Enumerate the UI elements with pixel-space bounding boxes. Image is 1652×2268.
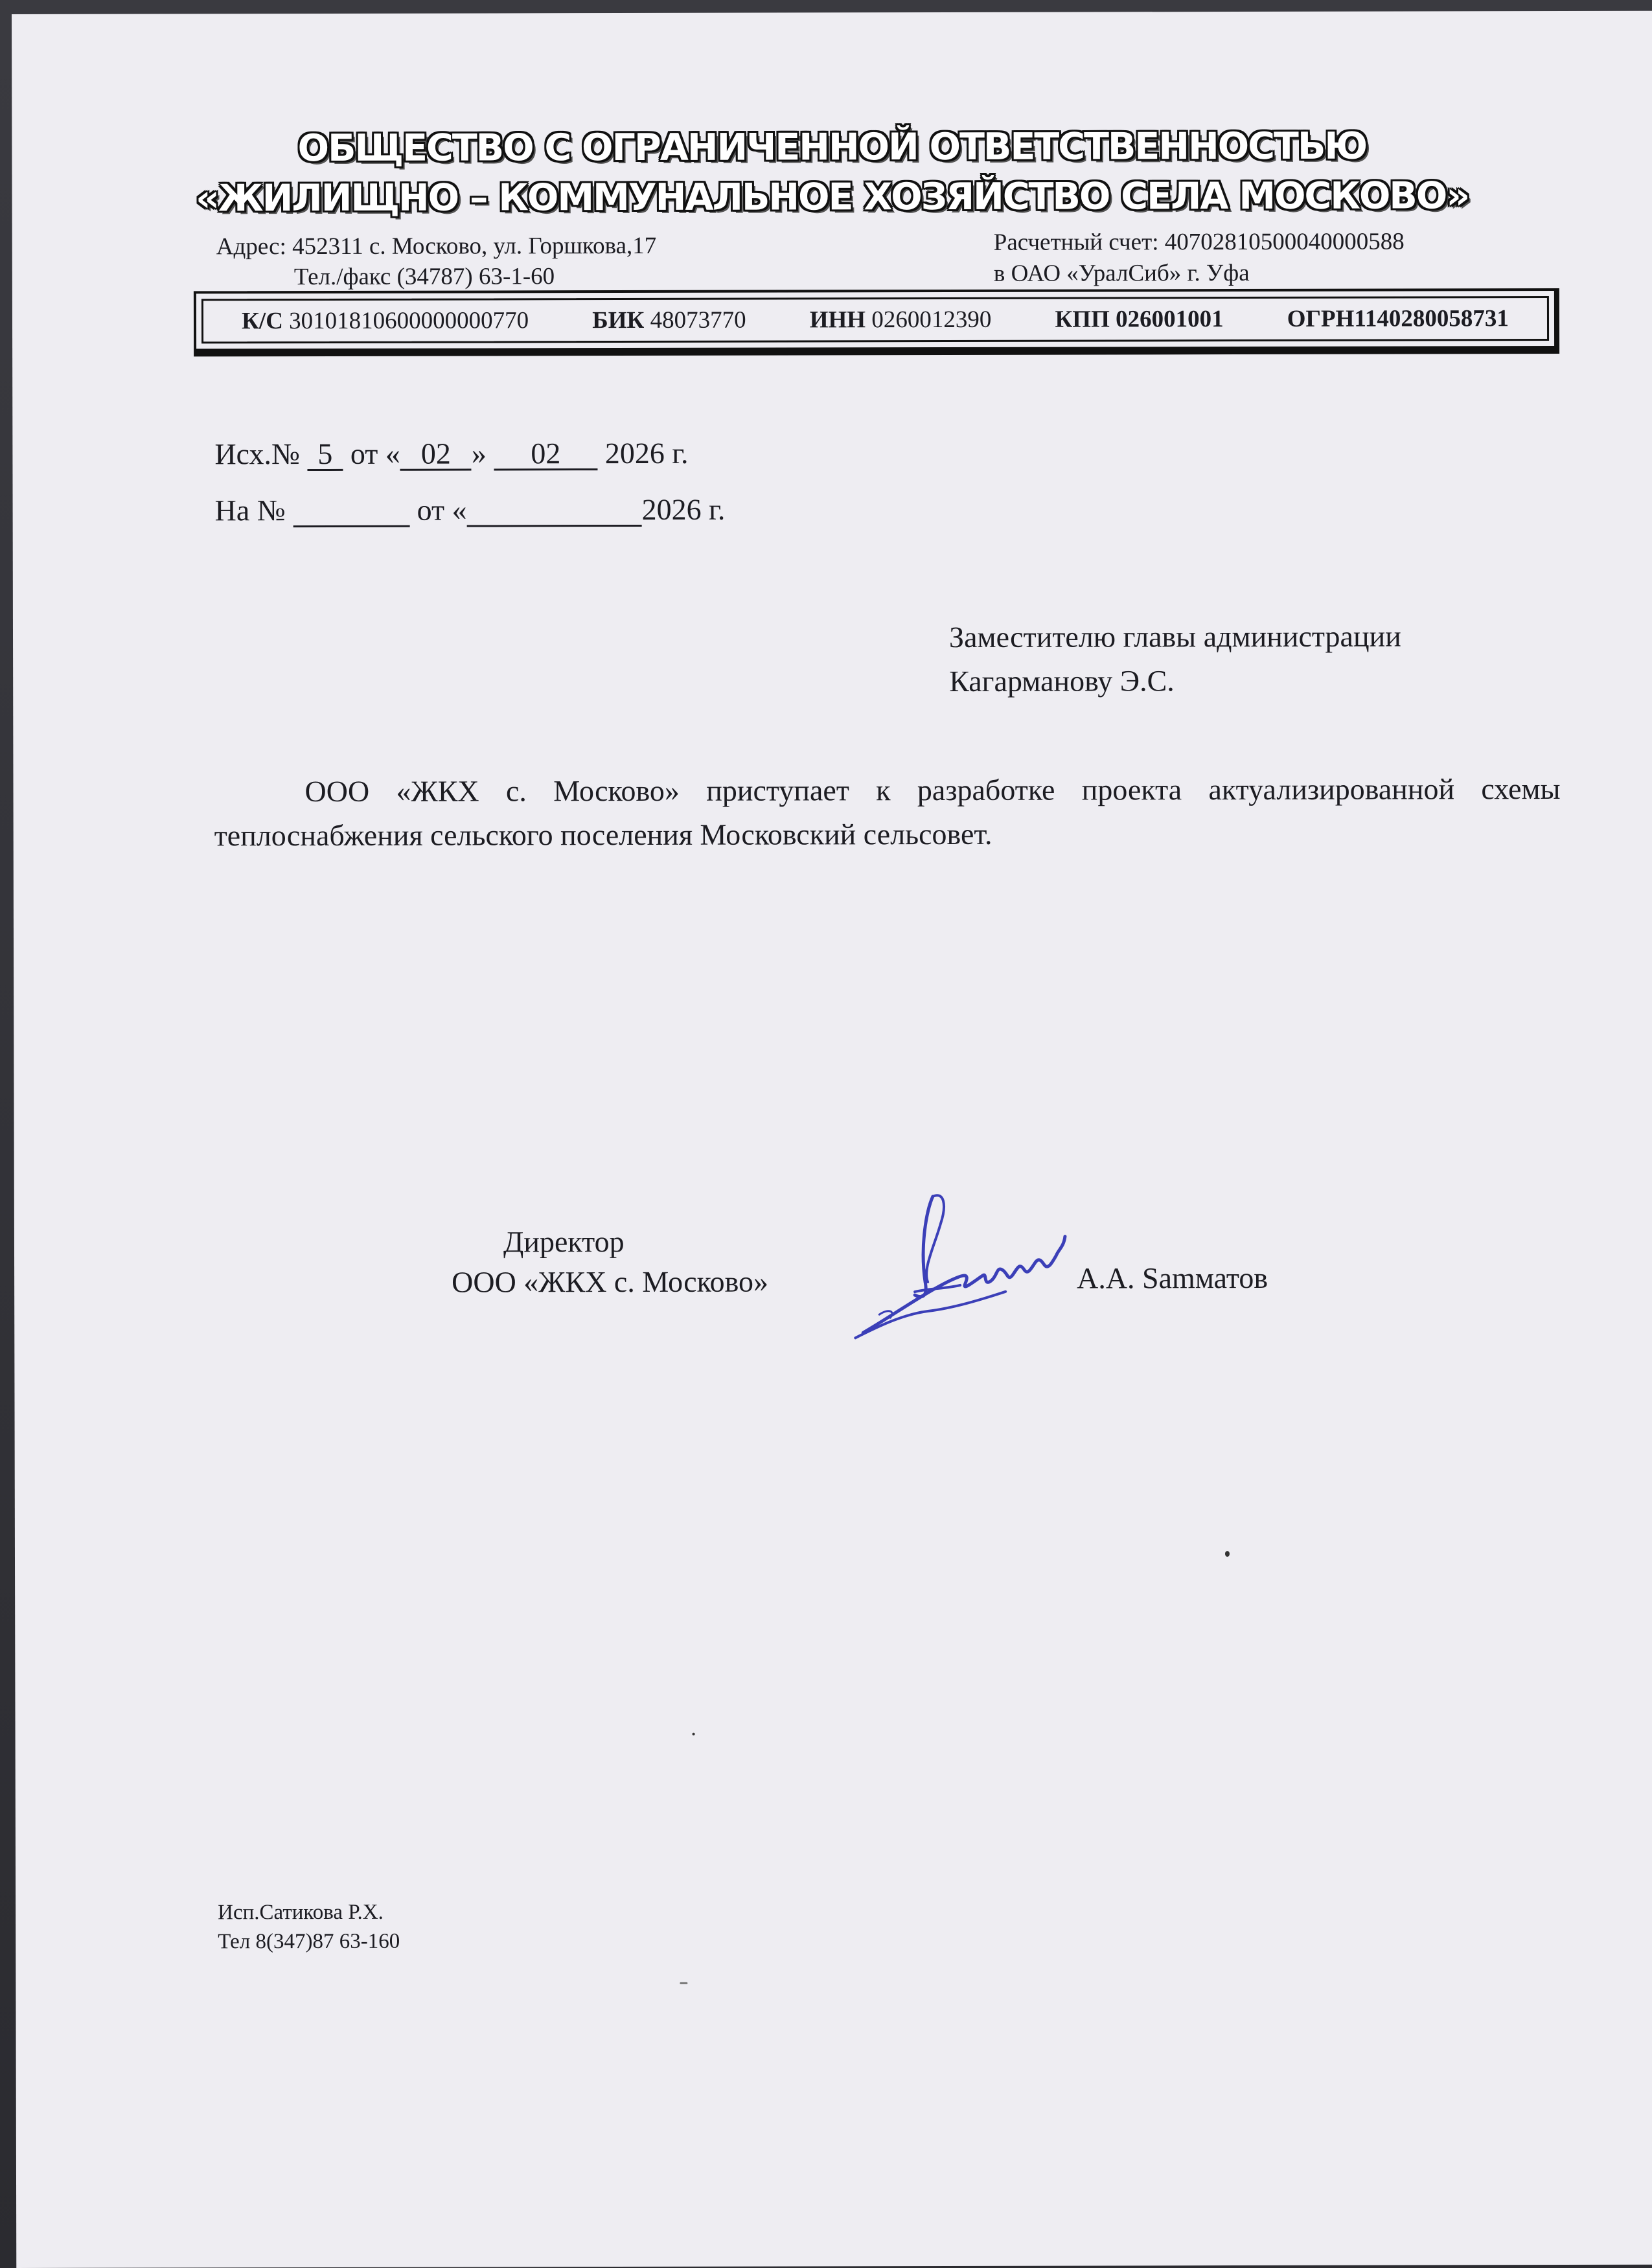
letter-body: ООО «ЖКХ с. Москово» приступает к разработке проекта актуализированной схемы теплоснабжения сельского поселения Московский сельсовет. bbox=[214, 772, 1561, 853]
org-name-line2: «ЖИЛИЩНО – КОММУНАЛЬНОЕ ХОЗЯЙСТВО СЕЛА МОСКОВО» bbox=[195, 174, 1469, 220]
requisite-bik: БИК 48073770 bbox=[592, 306, 746, 334]
requisites-box bbox=[194, 288, 1559, 356]
requisite-ks: К/С 30101810600000000770 bbox=[242, 307, 529, 335]
executor-phone: Тел 8(347)87 63-160 bbox=[218, 1929, 400, 1954]
outgoing-reference: Исх.№ 5 от « 02 » 02 2026 г. bbox=[214, 436, 689, 471]
addressee-position: Заместителю главы администрации bbox=[948, 619, 1401, 654]
handwritten-signature bbox=[850, 1185, 1084, 1341]
signatory-name: А.А. Samматов bbox=[1077, 1261, 1268, 1295]
executor-name: Исп.Сатикова Р.Х. bbox=[218, 1900, 384, 1925]
requisite-kpp: КПП 026001001 bbox=[1055, 306, 1224, 333]
outgoing-day: 02 bbox=[400, 439, 472, 471]
outgoing-month: 02 bbox=[494, 439, 597, 470]
addressee-name: Кагарманову Э.С. bbox=[949, 664, 1175, 698]
org-phone-fax: Тел./факс (34787) 63-1-60 bbox=[293, 263, 555, 291]
signatory-org: ООО «ЖКХ с. Москово» bbox=[452, 1265, 769, 1299]
scan-speck bbox=[1225, 1551, 1230, 1557]
org-bank-name: в ОАО «УралСиб» г. Уфа bbox=[993, 259, 1250, 287]
scan-speck bbox=[680, 1982, 687, 1984]
requisite-inn: ИНН 0260012390 bbox=[809, 306, 992, 334]
letter-sheet bbox=[12, 11, 1652, 2268]
org-bank-account: Расчетный счет: 40702810500040000588 bbox=[993, 228, 1405, 256]
outgoing-number: 5 bbox=[307, 439, 343, 471]
signatory-title: Директор bbox=[503, 1225, 625, 1259]
org-address: Адрес: 452311 с. Москово, ул. Горшкова,17 bbox=[216, 232, 657, 260]
incoming-reference: На № от « 2026 г. bbox=[214, 492, 726, 527]
requisite-ogrn: ОГРН1140280058731 bbox=[1287, 305, 1509, 332]
scan-speck bbox=[693, 1733, 695, 1735]
org-name-line1: ОБЩЕСТВО С ОГРАНИЧЕННОЙ ОТВЕТСТВЕННОСТЬЮ bbox=[297, 124, 1367, 170]
